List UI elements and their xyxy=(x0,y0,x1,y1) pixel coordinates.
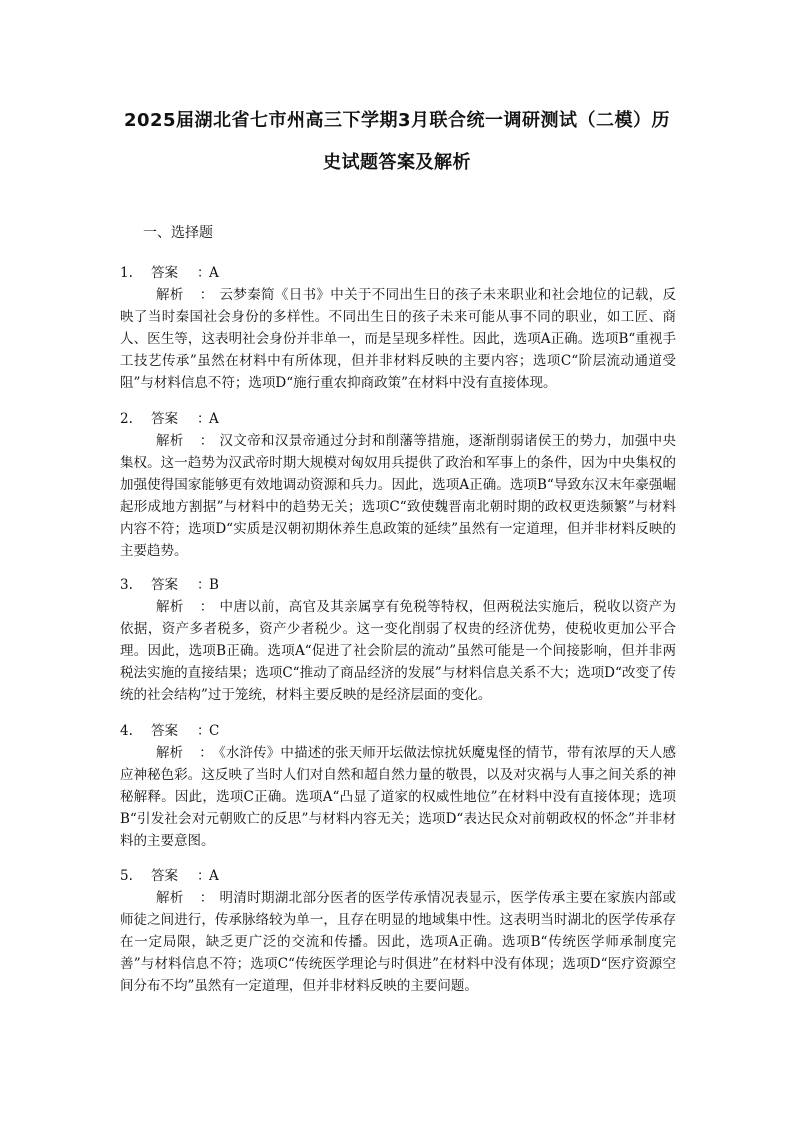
answer-label: 答案 xyxy=(151,868,178,884)
analysis-text: 明清时期湖北部分医者的医学传承情况表显示，医学传承主要在家族内部或师徒之间进行，传承脉络较为单一，且存在明显的地域集中性。这表明当时湖北的医学传承存在一定局限，缺乏更广泛的交流和传播。因此，选项A正确。选项B“传统医学师承制度完善”与材料信息不符；选项C“传统医学理论与时俱进”在材料中没有体现；选项D“医疗资源空间分布不均”虽然有一定道理，但并非材料反映的主要问题。 xyxy=(120,890,677,994)
analysis-colon: ： xyxy=(199,745,213,761)
section-heading: 一、选择题 xyxy=(143,225,213,241)
question-number: 4. xyxy=(120,723,133,739)
answer-value: A xyxy=(209,868,219,884)
analysis-paragraph xyxy=(120,887,676,997)
analysis-colon: ： xyxy=(199,599,214,615)
question-number: 1. xyxy=(120,265,133,281)
answer-line xyxy=(120,262,676,284)
question-block xyxy=(120,865,676,997)
question-number: 3. xyxy=(120,577,133,593)
document-title-line-1: 2025届湖北省七市州高三下学期3月联合统一调研测试（二模）历 xyxy=(123,110,671,131)
answer-label: 答案 xyxy=(151,411,178,427)
answer-colon: ： xyxy=(197,723,211,739)
question-block xyxy=(120,408,676,562)
answer-colon: ： xyxy=(197,577,211,593)
answer-line xyxy=(120,720,676,742)
answer-line xyxy=(120,408,676,430)
analysis-colon: ： xyxy=(199,287,214,303)
answer-colon: ： xyxy=(197,868,211,884)
answer-label: 答案 xyxy=(151,723,178,739)
analysis-label: 解析 xyxy=(156,287,184,303)
analysis-paragraph xyxy=(120,430,676,562)
analysis-label: 解析 xyxy=(156,890,184,906)
answer-line xyxy=(120,574,676,596)
answer-line xyxy=(120,865,676,887)
answer-value: C xyxy=(209,723,220,739)
analysis-paragraph xyxy=(120,284,676,394)
question-block xyxy=(120,720,676,852)
analysis-colon: ： xyxy=(199,433,214,449)
analysis-paragraph xyxy=(120,596,676,706)
analysis-label: 解析 xyxy=(156,599,184,615)
analysis-colon: ： xyxy=(199,890,214,906)
question-block xyxy=(120,574,676,706)
question-block xyxy=(120,262,676,394)
analysis-text: 中唐以前，高官及其亲属享有免税等特权，但两税法实施后，税收以资产为依据，资产多者税多，资产少者税少。这一变化削弱了权贵的经济优势，使税收更加公平合理。因此，选项B正确。选项A“促进了社会阶层的流动”虽然可能是一个间接影响，但并非两税法实施的直接结果；选项C“推动了商品经济的发展”与材料信息关系不大；选项D“改变了传统的社会结构”过于笼统，材料主要反映的是经济层面的变化。 xyxy=(120,599,677,703)
question-number: 2. xyxy=(120,411,133,427)
analysis-label: 解析 xyxy=(156,745,184,761)
analysis-text: 《水浒传》中描述的张天师开坛做法惊扰妖魔鬼怪的情节，带有浓厚的天人感应神秘色彩。这反映了当时人们对自然和超自然力量的敬畏，以及对灾祸与人事之间关系的神秘解释。因此，选项C正确。选项A“凸显了道家的权威性地位”在材料中没有直接体现；选项B“引发社会对元朝败亡的反思”与材料内容无关；选项D“表达民众对前朝政权的怀念”并非材料的主要意图。 xyxy=(120,745,677,849)
analysis-paragraph xyxy=(120,742,676,852)
answer-colon: ： xyxy=(197,265,211,281)
answer-value: A xyxy=(209,265,219,281)
answer-label: 答案 xyxy=(151,577,178,593)
analysis-text: 云梦秦简《日书》中关于不同出生日的孩子未来职业和社会地位的记载，反映了当时秦国社会身份的多样性。不同出生日的孩子未来可能从事不同的职业，如工匠、商人、医生等，这表明社会身份并非单一，而是呈现多样性。因此，选项A正确。选项B“重视手工技艺传承”虽然在材料中有所体现，但并非材料反映的主要内容；选项C“阶层流动通道受阻”与材料信息不符；选项D“施行重农抑商政策”在材料中没有直接体现。 xyxy=(120,287,677,391)
document-title-line-2: 史试题答案及解析 xyxy=(323,152,471,173)
analysis-text: 汉文帝和汉景帝通过分封和削藩等措施，逐渐削弱诸侯王的势力，加强中央集权。这一趋势为汉武帝时期大规模对匈奴用兵提供了政治和军事上的条件，因为中央集权的加强使得国家能够更有效地调动资源和兵力。因此，选项A正确。选项B“导致东汉末年豪强崛起形成地方割据”与材料中的趋势无关；选项C“致使魏晋南北朝时期的政权更迭频繁”与材料内容不符；选项D“实质是汉朝初期休养生息政策的延续”虽然有一定道理，但并非材料反映的主要趋势。 xyxy=(120,433,677,559)
answer-colon: ： xyxy=(197,411,211,427)
question-number: 5. xyxy=(120,868,133,884)
answer-value: B xyxy=(209,577,219,593)
answer-label: 答案 xyxy=(151,265,178,281)
answer-value: A xyxy=(209,411,219,427)
analysis-label: 解析 xyxy=(156,433,184,449)
